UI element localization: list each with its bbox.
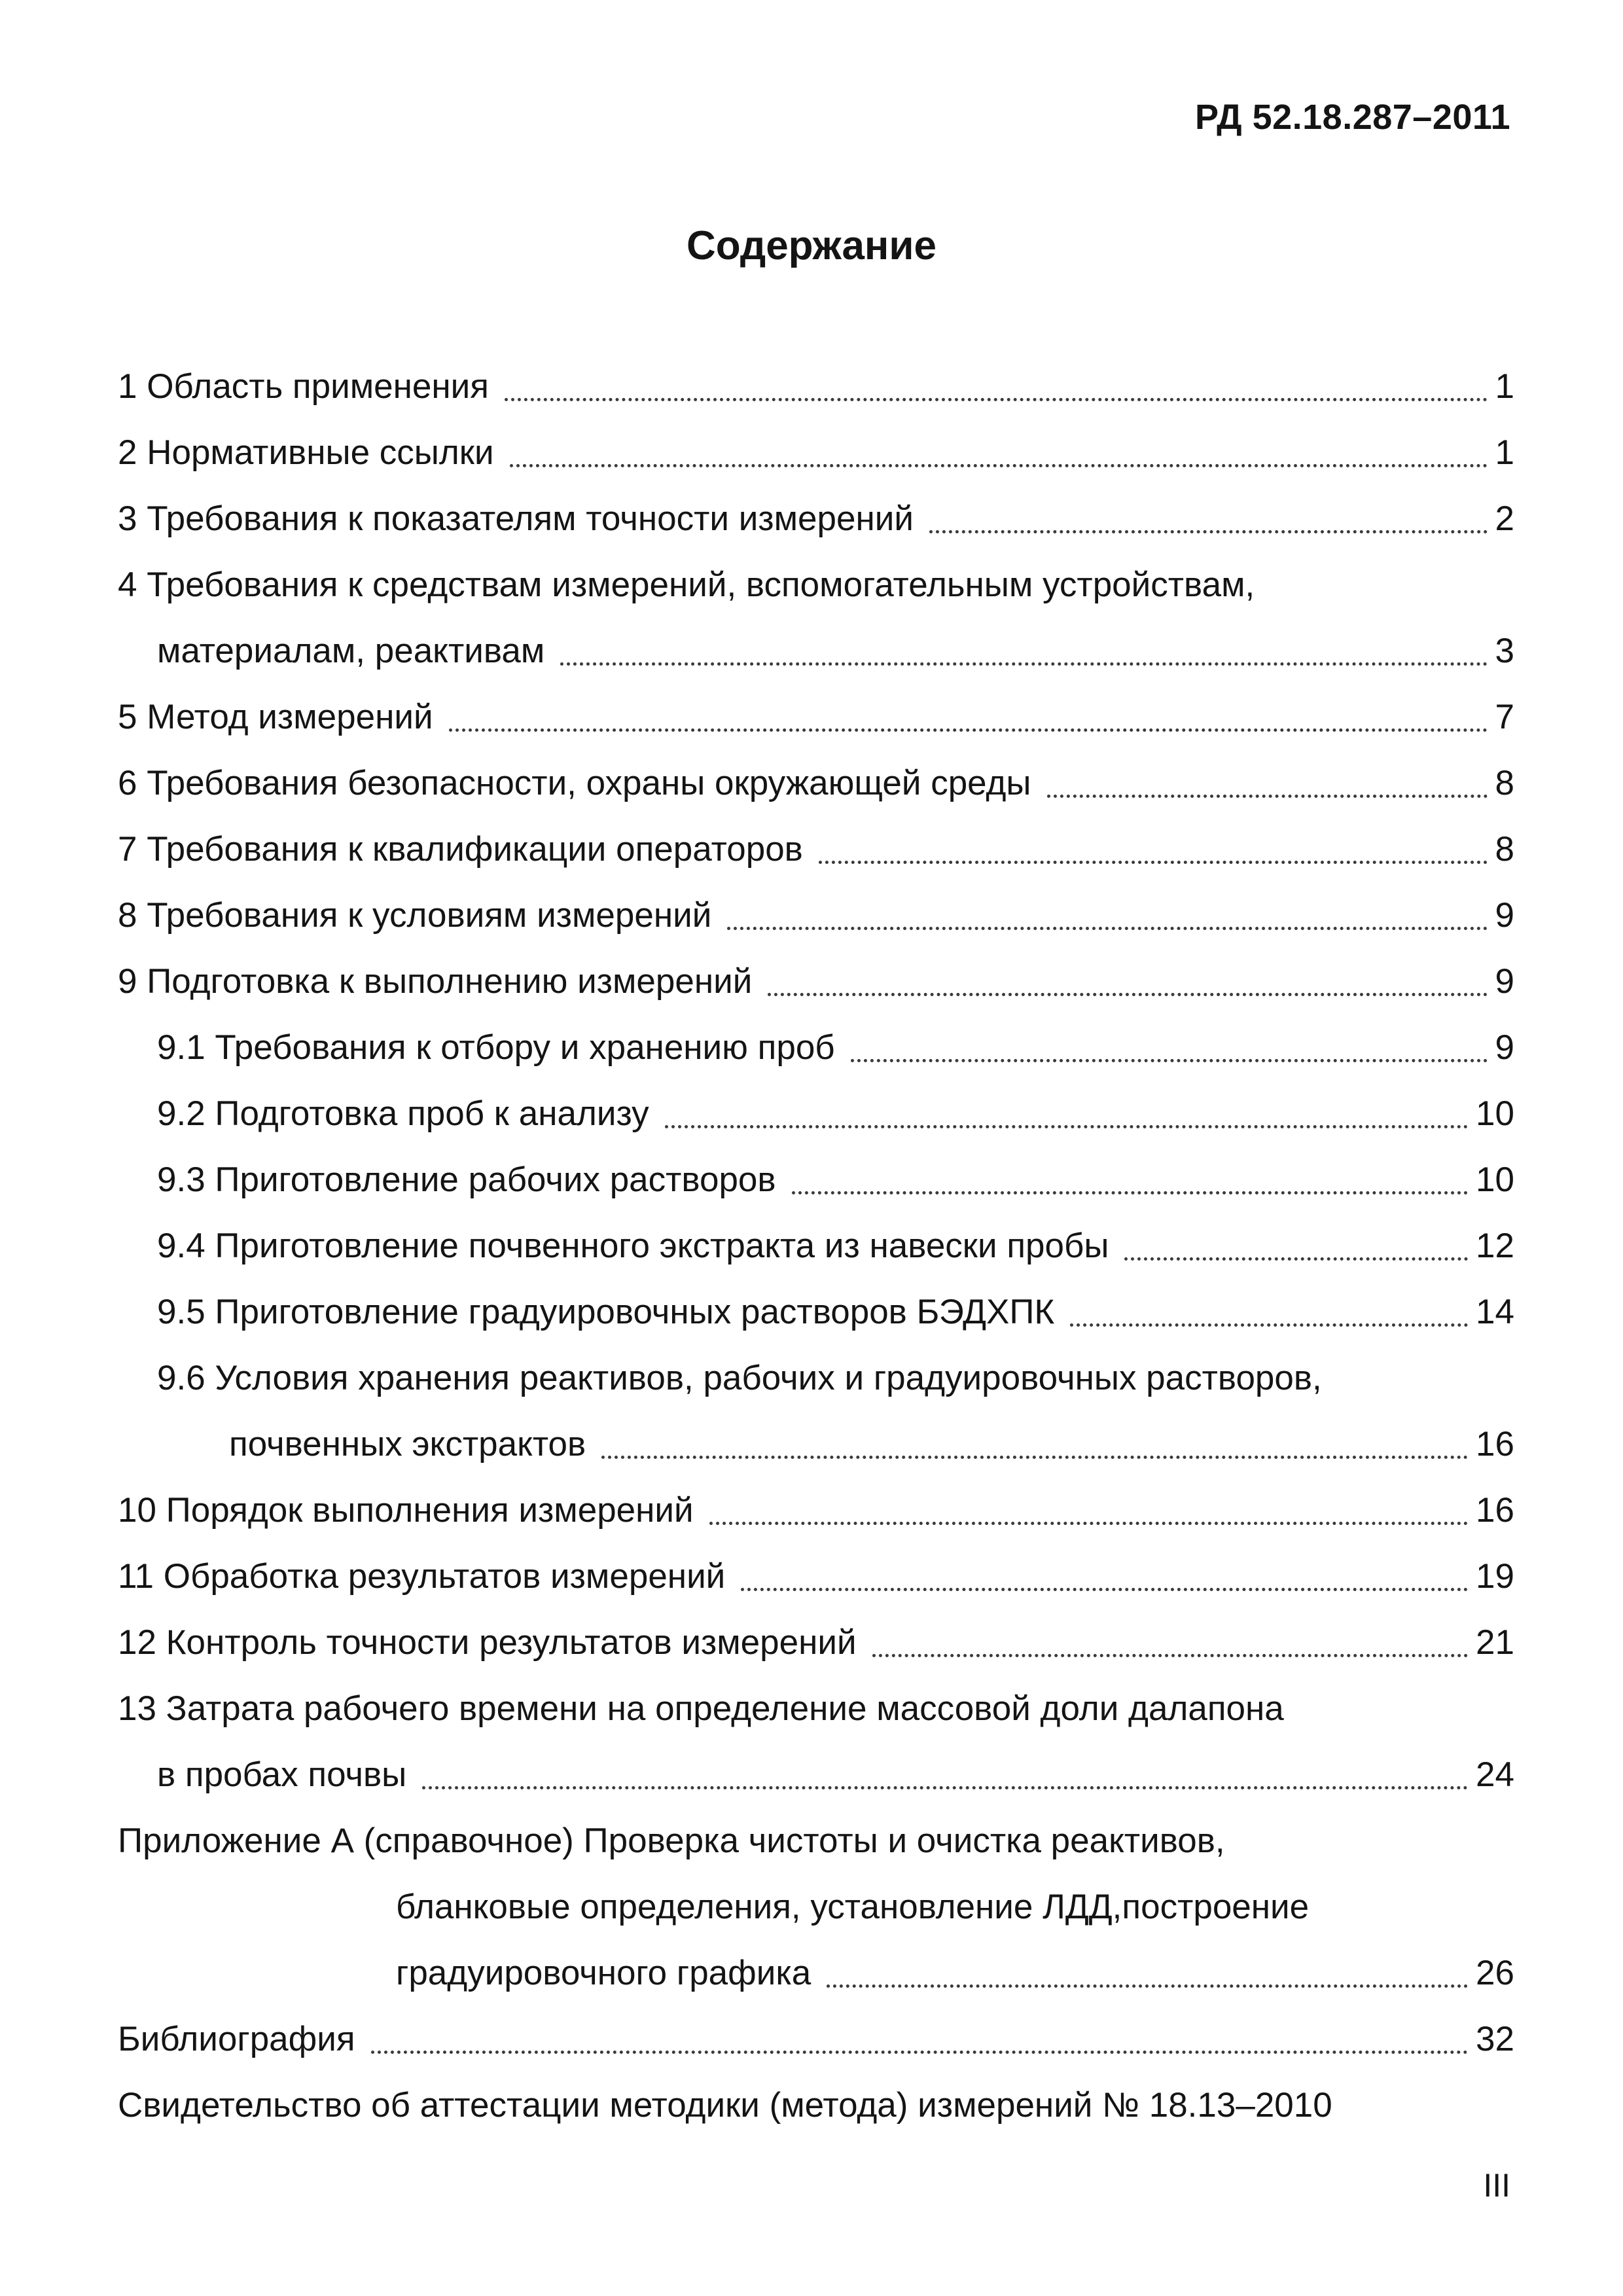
document-code: РД 52.18.287–2011 (1194, 98, 1510, 137)
dot-leader (819, 861, 1488, 864)
toc-entry-13-continuation[interactable] (118, 1729, 1514, 1795)
dot-leader (709, 1522, 1468, 1525)
toc-entry-page: 7 (1495, 698, 1514, 736)
toc-entry-4[interactable] (118, 539, 1514, 605)
toc-entry-1[interactable] (118, 340, 1514, 406)
toc-entry-certificate[interactable] (118, 2059, 1514, 2125)
dot-leader (665, 1125, 1468, 1128)
toc-entry-page: 21 (1476, 1623, 1514, 1662)
toc-entry-title: Приложение А (справочное) Проверка чистоты и очистка реактивов, (118, 1821, 1225, 1860)
toc-entry-page: 8 (1495, 764, 1514, 802)
toc-entry-appendix-a[interactable] (118, 1795, 1514, 1861)
toc-entry-page: 32 (1476, 2020, 1514, 2058)
toc-entry-page: 19 (1476, 1557, 1514, 1596)
dot-leader (1070, 1323, 1468, 1327)
toc-entry-9-5[interactable] (118, 1266, 1514, 1332)
toc-entry-title: 9.4 Приготовление почвенного экстракта из навески пробы (157, 1227, 1109, 1265)
toc-entry-title: 13 Затрата рабочего времени на определение массовой доли далапона (118, 1689, 1284, 1728)
toc-entry-title: 9 Подготовка к выполнению измерений (118, 962, 753, 1001)
toc-entry-9-6[interactable] (118, 1332, 1514, 1398)
toc-entry-title: 12 Контроль точности результатов измерений (118, 1623, 857, 1662)
toc-entry-title: 5 Метод измерений (118, 698, 433, 736)
toc-entry-6[interactable] (118, 737, 1514, 803)
toc-entry-11[interactable] (118, 1530, 1514, 1596)
toc-entry-9-6-continuation[interactable] (118, 1398, 1514, 1464)
toc-entry-9[interactable] (118, 935, 1514, 1001)
toc-entry-title: 6 Требования безопасности, охраны окружающей среды (118, 764, 1031, 802)
toc-entry-7[interactable] (118, 803, 1514, 869)
dot-leader (510, 464, 1488, 467)
toc-entry-8[interactable] (118, 869, 1514, 935)
toc-entry-title: 9.2 Подготовка проб к анализу (157, 1094, 649, 1133)
toc-entry-9-2[interactable] (118, 1067, 1514, 1134)
toc-entry-page: 16 (1476, 1491, 1514, 1530)
dot-leader (727, 927, 1487, 930)
dot-leader (422, 1786, 1468, 1789)
dot-leader (792, 1191, 1468, 1194)
toc-entry-title: 3 Требования к показателям точности измерений (118, 499, 914, 538)
dot-leader (1124, 1257, 1468, 1261)
toc-entry-page: 1 (1495, 367, 1514, 406)
toc-entry-5[interactable] (118, 671, 1514, 737)
toc-entry-12[interactable] (118, 1596, 1514, 1662)
toc-entry-title: 2 Нормативные ссылки (118, 433, 494, 472)
dot-leader (1047, 795, 1488, 798)
toc-entry-9-3[interactable] (118, 1134, 1514, 1200)
toc-entry-title: 9.3 Приготовление рабочих растворов (157, 1160, 776, 1199)
toc-entry-title-continuation: бланковые определения, установление ЛДД,построение (396, 1888, 1310, 1926)
toc-entry-page: 9 (1495, 962, 1514, 1001)
toc-entry-page: 10 (1476, 1160, 1514, 1199)
dot-leader (827, 1984, 1468, 1988)
toc-entry-page: 9 (1495, 1028, 1514, 1067)
dot-leader (505, 398, 1488, 401)
toc-entry-page: 10 (1476, 1094, 1514, 1133)
toc-entry-title: 10 Порядок выполнения измерений (118, 1491, 694, 1530)
toc-entry-title: 9.6 Условия хранения реактивов, рабочих и градуировочных растворов, (157, 1359, 1322, 1397)
toc-entry-title: 9.5 Приготовление градуировочных растворов БЭДХПК (157, 1293, 1055, 1331)
toc-entry-title-continuation: градуировочного графика (396, 1954, 812, 1992)
toc-entry-9-1[interactable] (118, 1001, 1514, 1067)
dot-leader (851, 1059, 1488, 1062)
toc-entry-title: Библиография (118, 2020, 355, 2058)
dot-leader (741, 1588, 1468, 1591)
toc-entry-title: Свидетельство об аттестации методики (метода) измерений № 18.13–2010 (118, 2086, 1332, 2125)
toc-entry-bibliography[interactable] (118, 1993, 1514, 2059)
toc-entry-10[interactable] (118, 1464, 1514, 1530)
page-number: III (1483, 2167, 1510, 2204)
toc-entry-page: 24 (1476, 1755, 1514, 1794)
toc-entry-title: 8 Требования к условиям измерений (118, 896, 712, 935)
dot-leader (560, 662, 1487, 666)
toc-entry-13[interactable] (118, 1662, 1514, 1729)
dot-leader (371, 2051, 1468, 2054)
toc-entry-appendix-a-continuation-1[interactable] (118, 1861, 1514, 1927)
toc-entry-page: 12 (1476, 1227, 1514, 1265)
toc-entry-title-continuation: почвенных экстрактов (229, 1425, 586, 1463)
toc-entry-page: 9 (1495, 896, 1514, 935)
toc-entry-page: 3 (1495, 632, 1514, 670)
toc-entry-title: 7 Требования к квалификации операторов (118, 830, 803, 869)
toc-entry-title: 11 Обработка результатов измерений (118, 1557, 726, 1596)
page-title: Содержание (687, 223, 936, 268)
toc-entry-appendix-a-continuation-2[interactable] (118, 1927, 1514, 1993)
toc-entry-page: 26 (1476, 1954, 1514, 1992)
table-of-contents (118, 340, 1514, 2125)
toc-entry-title-continuation: материалам, реактивам (157, 632, 545, 670)
toc-entry-page: 14 (1476, 1293, 1514, 1331)
dot-leader (449, 728, 1488, 732)
toc-entry-page: 1 (1495, 433, 1514, 472)
toc-entry-title: 1 Область применения (118, 367, 489, 406)
toc-entry-9-4[interactable] (118, 1200, 1514, 1266)
toc-entry-page: 2 (1495, 499, 1514, 538)
toc-entry-2[interactable] (118, 406, 1514, 473)
dot-leader (872, 1654, 1468, 1657)
toc-entry-4-continuation[interactable] (118, 605, 1514, 671)
dot-leader (768, 993, 1487, 996)
dot-leader (929, 530, 1488, 533)
toc-entry-page: 8 (1495, 830, 1514, 869)
toc-entry-3[interactable] (118, 473, 1514, 539)
dot-leader (601, 1456, 1468, 1459)
toc-entry-title: 4 Требования к средствам измерений, вспомогательным устройствам, (118, 565, 1255, 604)
toc-entry-title: 9.1 Требования к отбору и хранению проб (157, 1028, 835, 1067)
toc-entry-title-continuation: в пробах почвы (157, 1755, 407, 1794)
toc-entry-page: 16 (1476, 1425, 1514, 1463)
